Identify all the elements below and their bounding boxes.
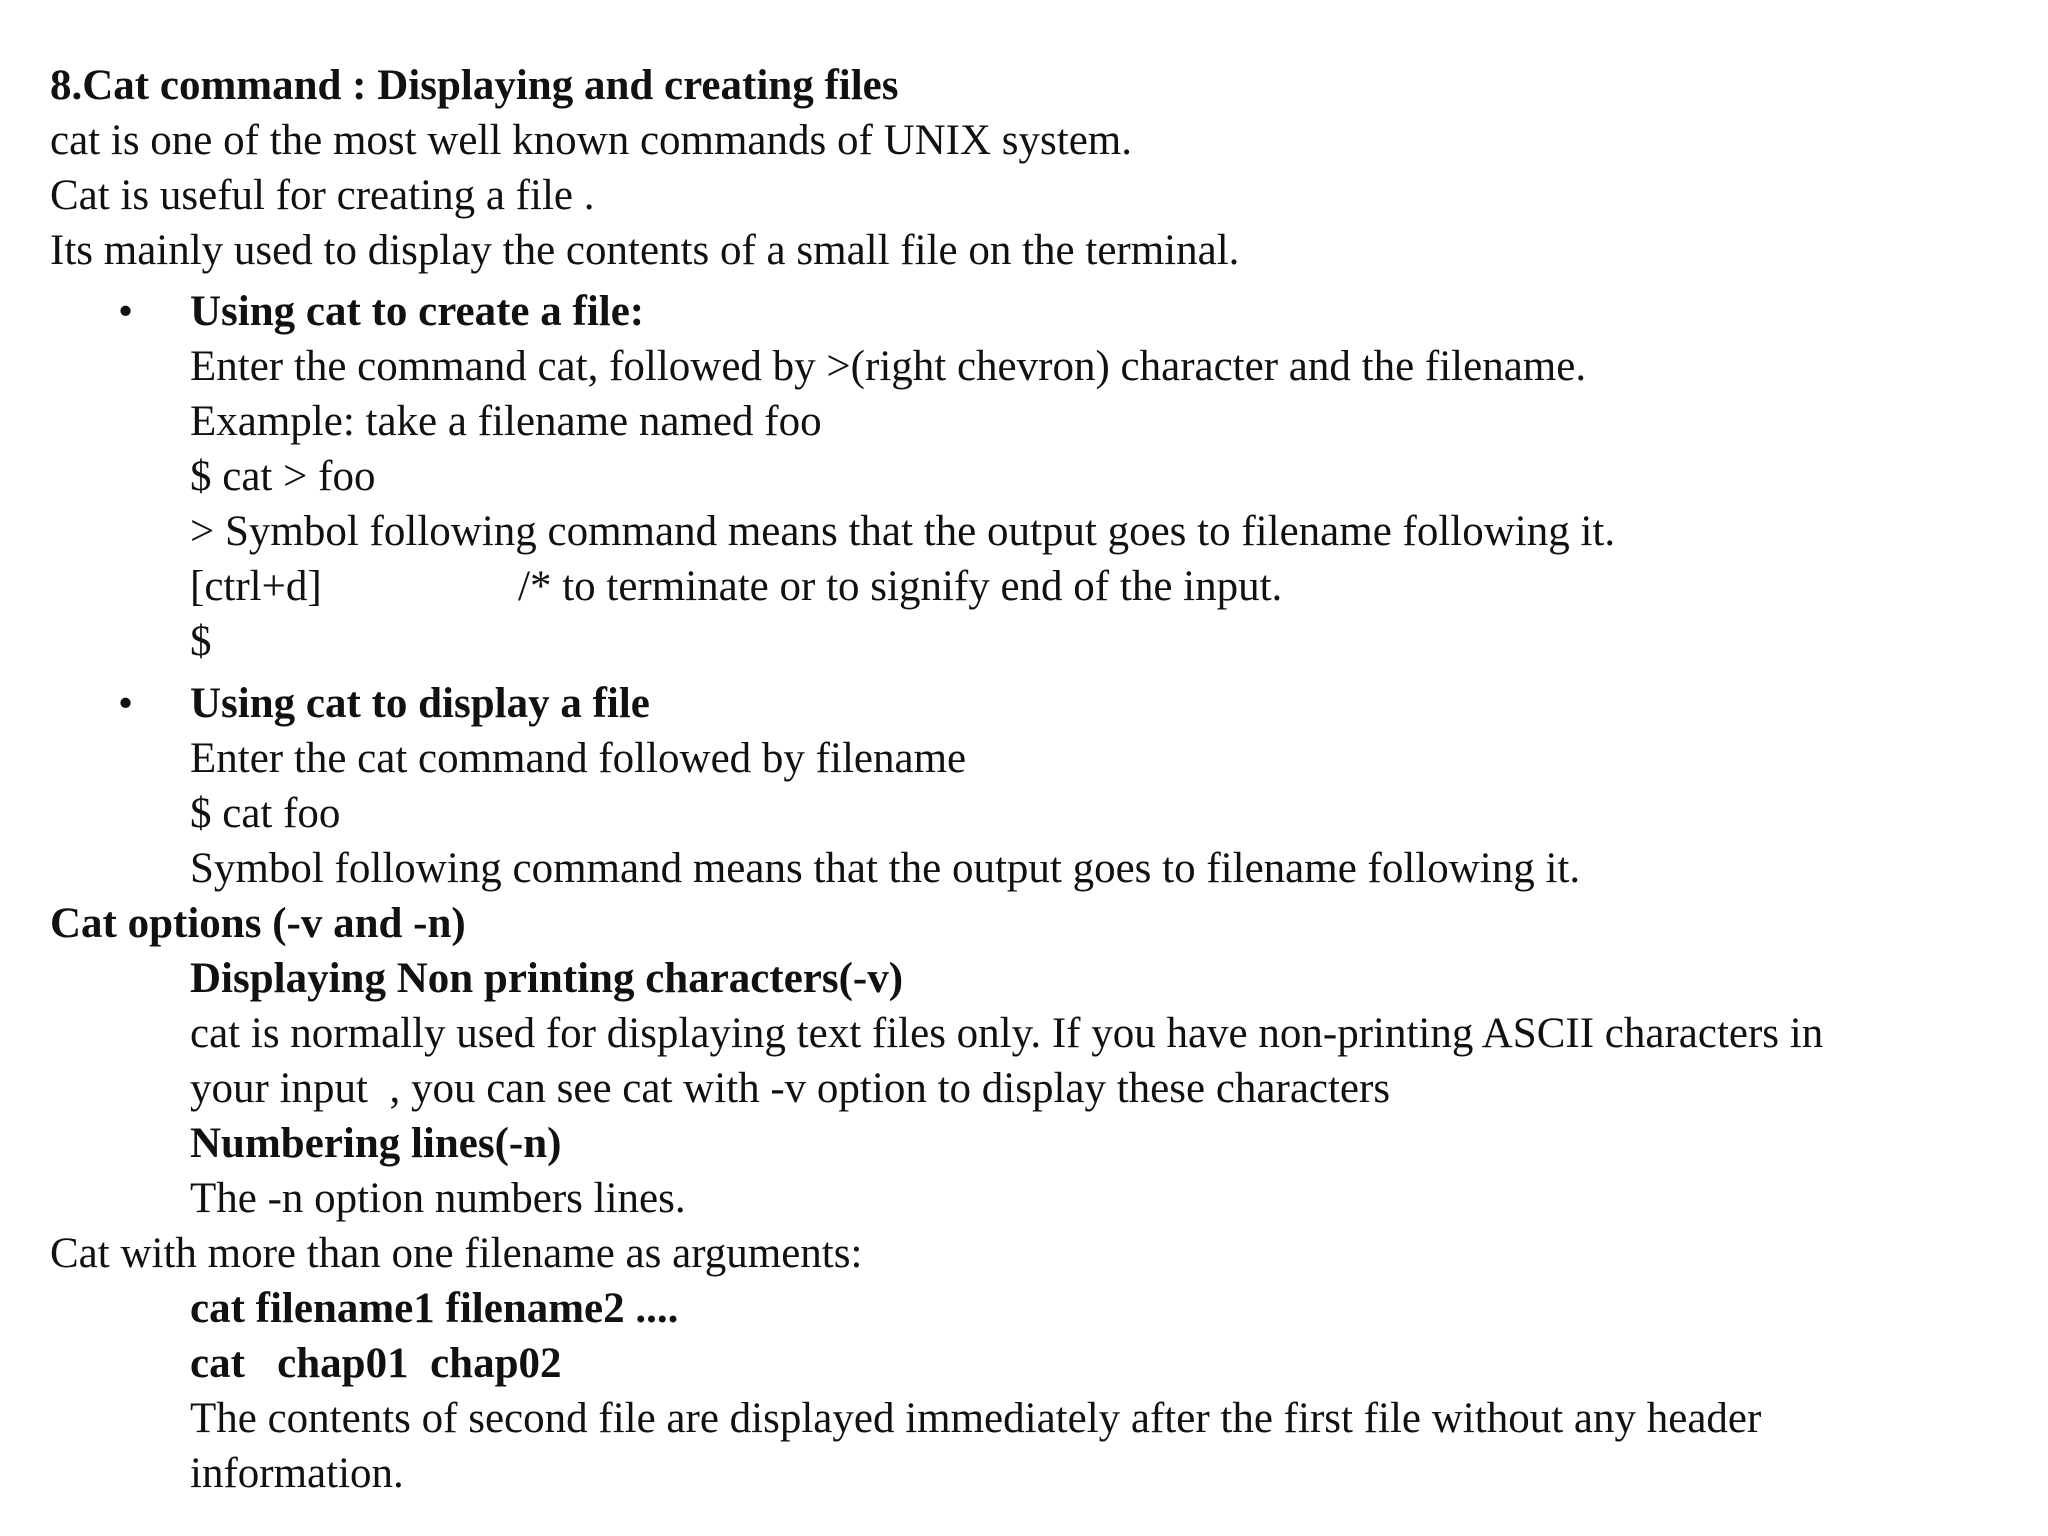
bullet-marker: • bbox=[118, 680, 134, 727]
display-section-command: $ cat foo bbox=[190, 790, 341, 837]
display-section-line: Enter the cat command followed by filename bbox=[190, 735, 967, 782]
intro-line: Its mainly used to display the contents of a small file on the terminal. bbox=[50, 227, 1240, 274]
options-section-heading: Cat options (-v and -n) bbox=[50, 900, 466, 947]
document-title: 8.Cat command : Displaying and creating files bbox=[50, 62, 899, 109]
nonprint-line: your input , you can see cat with -v option to display these characters bbox=[190, 1065, 1391, 1112]
shell-prompt: $ bbox=[190, 618, 212, 665]
multi-section-line: information. bbox=[190, 1450, 404, 1497]
multi-section-heading: Cat with more than one filename as arguments: bbox=[50, 1230, 863, 1277]
bullet-marker: • bbox=[118, 288, 134, 335]
create-section-command: $ cat > foo bbox=[190, 453, 376, 500]
ctrl-key-comment: /* to terminate or to signify end of the input. bbox=[518, 563, 1283, 610]
nonprint-line: cat is normally used for displaying text files only. If you have non-printing ASCII characters in bbox=[190, 1010, 1824, 1057]
intro-line: Cat is useful for creating a file . bbox=[50, 172, 595, 219]
create-section-line: Enter the command cat, followed by >(right chevron) character and the filename. bbox=[190, 343, 1587, 390]
intro-line: cat is one of the most well known commands of UNIX system. bbox=[50, 117, 1132, 164]
display-section-line: Symbol following command means that the output goes to filename following it. bbox=[190, 845, 1581, 892]
create-section-line: Example: take a filename named foo bbox=[190, 398, 822, 445]
display-section-heading: Using cat to display a file bbox=[190, 680, 650, 727]
nonprint-subheading: Displaying Non printing characters(-v) bbox=[190, 955, 904, 1002]
numbering-subheading: Numbering lines(-n) bbox=[190, 1120, 562, 1167]
create-section-heading: Using cat to create a file: bbox=[190, 288, 645, 335]
numbering-line: The -n option numbers lines. bbox=[190, 1175, 686, 1222]
multi-section-line: The contents of second file are displayed immediately after the first file without any header bbox=[190, 1395, 1762, 1442]
multi-section-syntax: cat filename1 filename2 .... bbox=[190, 1285, 679, 1332]
create-section-line: > Symbol following command means that the output goes to filename following it. bbox=[190, 508, 1616, 555]
multi-section-example: cat chap01 chap02 bbox=[190, 1340, 562, 1387]
ctrl-key-label: [ctrl+d] bbox=[190, 563, 322, 610]
